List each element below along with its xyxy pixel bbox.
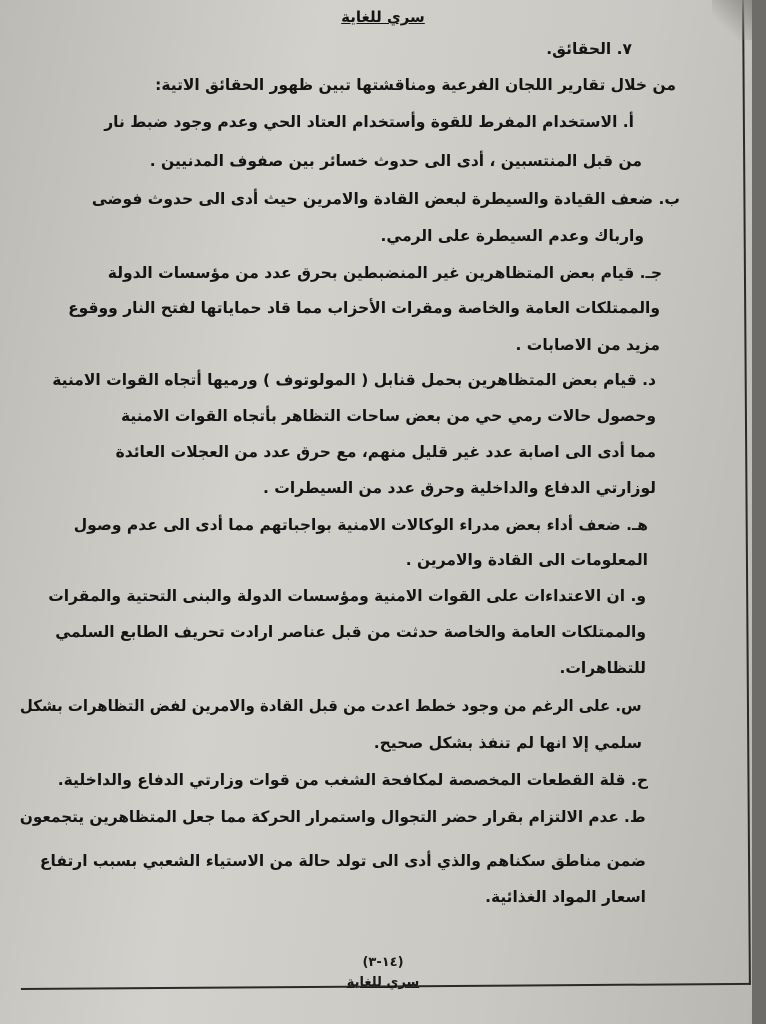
item-d-line-2: وحصول حالات رمي حي من بعض ساحات التظاهر بأتجاه القوات الامنية xyxy=(120,407,656,425)
item-b-line-2: وارباك وعدم السيطرة على الرمي. xyxy=(380,227,644,245)
item-t-line-1: ط. عدم الالتزام بقرار حضر التجوال واستمرار الحركة مما جعل المتظاهرين يتجمعون xyxy=(20,808,646,826)
item-s-line-2: سلمي إلا انها لم تنفذ بشكل صحيح. xyxy=(373,734,642,752)
classification-header: سري للغاية xyxy=(341,8,425,26)
item-f-line-1: و. ان الاعتداءات على القوات الامنية ومؤسسات الدولة والبنى التحتية والمقرات xyxy=(48,587,646,605)
intro-paragraph: من خلال تقارير اللجان الفرعية ومناقشتها تبين ظهور الحقائق الاتية: xyxy=(155,76,676,94)
item-d-line-4: لوزارتي الدفاع والداخلية وحرق عدد من السيطرات . xyxy=(263,479,656,497)
item-a-line-1: أ. الاستخدام المفرط للقوة وأستخدام العتاد الحي وعدم وجود ضبط نار xyxy=(104,113,634,131)
item-h-line-1: ح. قلة القطعات المخصصة لمكافحة الشغب من قوات وزارتي الدفاع والداخلية. xyxy=(57,771,648,789)
classification-footer: سري للغاية xyxy=(346,975,420,990)
item-f-line-2: والممتلكات العامة والخاصة حدثت من قبل عناصر ارادت تحريف الطابع السلمي xyxy=(55,623,646,641)
item-e-line-2: المعلومات الى القادة والامرين . xyxy=(405,551,648,569)
section-title: ٧. الحقائق. xyxy=(546,40,632,58)
item-c-line-2: والممتلكات العامة والخاصة ومقرات الأحزاب مما قاد حماياتها لفتح النار ووقوع xyxy=(68,299,660,317)
item-f-line-3: للتظاهرات. xyxy=(559,659,646,677)
item-c-line-3: مزيد من الاصابات . xyxy=(515,336,660,354)
item-b-line-1: ب. ضعف القيادة والسيطرة لبعض القادة والامرين حيث أدى الى حدوث فوضى xyxy=(91,190,680,208)
page-number: (١٤-٣) xyxy=(362,955,404,970)
item-t-line-3: اسعار المواد الغذائية. xyxy=(485,888,646,906)
item-s-line-1: س. على الرغم من وجود خطط اعدت من قبل القادة والامرين لفض التظاهرات بشكل xyxy=(20,697,642,715)
item-t-line-2: ضمن مناطق سكناهم والذي أدى الى تولد حالة من الاستياء الشعبي بسبب ارتفاع xyxy=(39,852,646,870)
item-d-line-1: د. قيام بعض المتظاهرين بحمل قنابل ( المولوتوف ) ورميها أتجاه القوات الامنية xyxy=(52,371,656,389)
item-e-line-1: هـ. ضعف أداء بعض مدراء الوكالات الامنية بواجباتهم مما أدى الى عدم وصول xyxy=(73,516,648,534)
item-d-line-3: مما أدى الى اصابة عدد غير قليل منهم، مع حرق عدد من العجلات العائدة xyxy=(115,443,656,461)
item-a-line-2: من قبل المنتسبين ، أدى الى حدوث خسائر بين صفوف المدنيين . xyxy=(149,152,642,170)
item-c-line-1: جـ. قيام بعض المتظاهرين غير المنضبطين بحرق عدد من مؤسسات الدولة xyxy=(107,264,662,282)
